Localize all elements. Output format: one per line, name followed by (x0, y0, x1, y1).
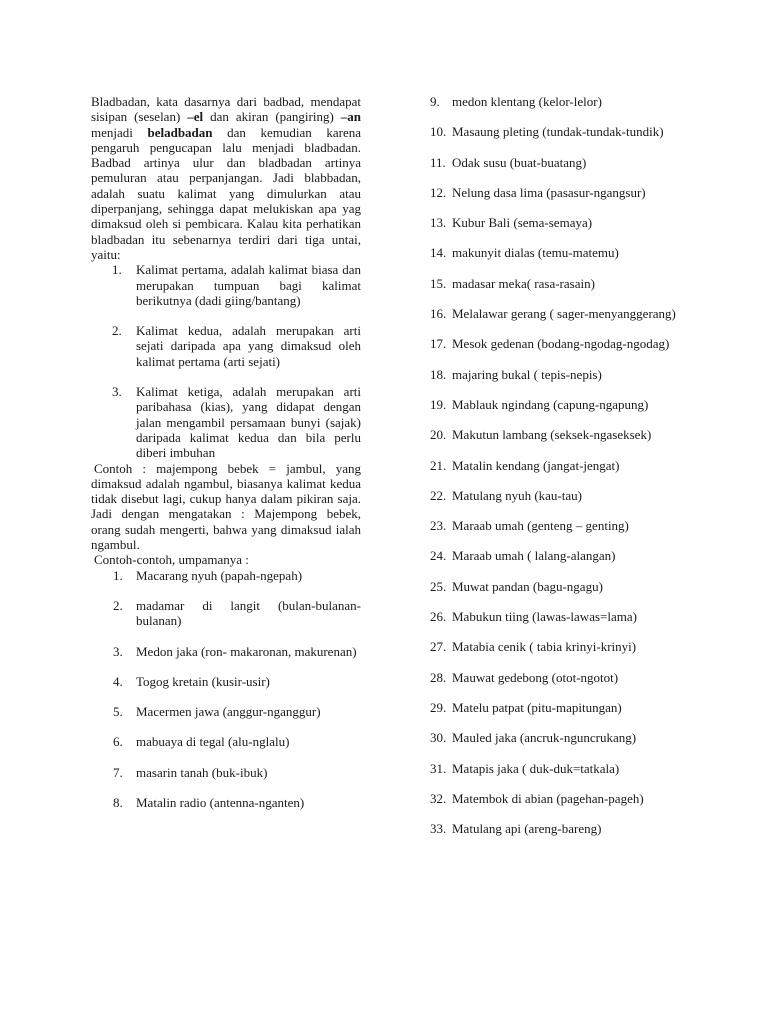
list-text: Kalimat pertama, adalah kalimat biasa dan merupakan tumpuan bagi kalimat berikutnya (dadi giing/bantang) (136, 262, 361, 308)
list-item (91, 384, 361, 460)
list-text: Mablauk ngindang (capung-ngapung) (452, 396, 649, 412)
list-item (91, 674, 361, 689)
list-text: Matalin kendang (jangat-jengat) (452, 457, 620, 473)
left-column (91, 94, 361, 825)
list-text: medon klentang (kelor-lelor) (452, 94, 602, 109)
list-text: Matulang api (areng-bareng) (452, 821, 602, 837)
examples-list-left (91, 568, 361, 811)
list-text: Mauled jaka (ancruk-nguncrukang) (452, 730, 637, 746)
list-text: Kalimat kedua, adalah merupakan arti sejati daripada apa yang dimaksud oleh kalimat pertama (arti sejati) (136, 323, 361, 369)
list-number: 3. (112, 384, 122, 400)
list-number: 31. (430, 760, 447, 776)
list-text: madamar di langit (bulan-bulanan-bulanan) (136, 597, 361, 629)
list-item (91, 568, 361, 583)
list-item (430, 185, 678, 200)
list-number: 1. (112, 262, 122, 278)
examples-list-right (430, 94, 678, 836)
list-number: 6. (113, 734, 123, 750)
list-text: Matembok di abian (pagehan-pageh) (452, 790, 644, 806)
list-item (430, 579, 678, 594)
list-text: Mauwat gedebong (otot-ngotot) (452, 669, 619, 685)
list-text: Muwat pandan (bagu-ngagu) (452, 578, 603, 594)
list-number: 12. (430, 184, 447, 200)
list-number: 4. (113, 673, 123, 689)
list-item (430, 155, 678, 170)
list-text: Odak susu (buat-buatang) (452, 154, 587, 170)
list-text: Matelu patpat (pitu-mapitungan) (452, 699, 622, 715)
definitions-list (91, 262, 361, 460)
contoh-paragraph: Contoh : majempong bebek = jambul, yang dimaksud adalah ngambul, biasanya kalimat kedua tidak disebut lagi, cukup hanya dalam pikiran saja. Jadi dengan mengatakan : Majempong bebek, orang sudah mengerti, bahwa yang dimaksud ialah ngambul. (91, 460, 361, 553)
list-number: 33. (430, 821, 447, 837)
list-number: 28. (430, 669, 447, 685)
intro-text-3: menjadi (91, 124, 148, 140)
list-item (430, 730, 678, 745)
intro-bold-el: –el (187, 109, 204, 125)
list-text: Matulang nyuh (kau-tau) (452, 487, 582, 503)
list-item (91, 765, 361, 780)
list-number: 5. (113, 704, 123, 720)
list-item (430, 458, 678, 473)
list-number: 26. (430, 609, 447, 625)
list-number: 1. (113, 567, 123, 583)
intro-bold-beladbadan: beladbadan (147, 124, 213, 140)
list-number: 7. (113, 764, 123, 780)
list-item (430, 306, 678, 321)
list-number: 22. (430, 487, 447, 503)
list-number: 16. (430, 306, 447, 322)
list-item (91, 323, 361, 369)
list-number: 10. (430, 124, 447, 140)
list-number: 14. (430, 245, 447, 261)
intro-text-2: dan akiran (pangiring) (203, 109, 341, 125)
list-item (91, 795, 361, 810)
list-item (430, 427, 678, 442)
list-number: 24. (430, 548, 447, 564)
list-item (430, 548, 678, 563)
list-number: 25. (430, 578, 447, 594)
list-number: 21. (430, 457, 447, 473)
list-number: 30. (430, 730, 447, 746)
list-text: Mesok gedenan (bodang-ngodag-ngodag) (452, 336, 670, 352)
list-number: 18. (430, 366, 447, 382)
list-text: madasar meka( rasa-rasain) (452, 275, 595, 291)
list-item (430, 700, 678, 715)
list-text: majaring bukal ( tepis-nepis) (452, 366, 602, 382)
list-text: Matabia cenik ( tabia krinyi-krinyi) (452, 639, 637, 655)
list-item (91, 644, 361, 659)
list-number: 11. (430, 154, 446, 170)
intro-bold-an: –an (340, 109, 362, 125)
list-number: 29. (430, 699, 447, 715)
intro-text-4: dan kemudian karena pengaruh pengucapan lalu menjadi bladbadan. Badbad artinya ulur dan bladbadan artinya pemuluran atau perpanjangan. Jadi blabbadan, adalah suatu kalimat yang dimulurkan atau diperpanjang, sehingga dapat melukiskan apa yag dimaksud oleh si pembicara. Kalau kita perhatikan bladbadan itu sebenarnya terdiri dari tiga untai, yaitu: (91, 124, 361, 262)
list-item (430, 609, 678, 624)
list-item (91, 262, 361, 308)
list-item (430, 518, 678, 533)
intro-text-1: Bladbadan, kata dasarnya dari badbad, mendapat sisipan (seselan) (91, 94, 361, 125)
list-item (430, 397, 678, 412)
list-number: 13. (430, 215, 447, 231)
list-item (91, 734, 361, 749)
list-number: 20. (430, 427, 447, 443)
list-number: 23. (430, 518, 447, 534)
list-text: Matapis jaka ( duk-duk=tatkala) (452, 760, 620, 776)
list-text: Kalimat ketiga, adalah merupakan arti paribahasa (kias), yang didapat dengan jalan mengambil persamaan bunyi (sajak) daripada kalimat kedua dan bila perlu diberi imbuhan (136, 384, 361, 461)
list-item (430, 367, 678, 382)
list-item (430, 639, 678, 654)
list-item (91, 704, 361, 719)
list-item (430, 791, 678, 806)
list-text: Melalawar gerang ( sager-menyanggerang) (452, 306, 676, 322)
list-number: 2. (112, 323, 122, 339)
list-item (430, 336, 678, 351)
list-text: Maraab umah (genteng – genting) (452, 518, 629, 534)
list-item (430, 94, 678, 109)
right-column (430, 94, 678, 851)
examples-heading: Contoh-contoh, umpamanya : (94, 552, 249, 568)
list-text: Masaung pleting (tundak-tundak-tundik) (452, 124, 664, 140)
list-text: Medon jaka (ron- makaronan, makurenan) (136, 643, 357, 659)
list-text: Macermen jawa (anggur-nganggur) (136, 704, 321, 720)
list-number: 19. (430, 396, 447, 412)
list-number: 15. (430, 275, 447, 291)
list-text: Mabukun tiing (lawas-lawas=lama) (452, 609, 637, 625)
list-text: makunyit dialas (temu-matemu) (452, 245, 619, 261)
list-item (430, 245, 678, 260)
list-number: 8. (113, 794, 123, 810)
list-item (430, 276, 678, 291)
list-text: Togog kretain (kusir-usir) (136, 673, 270, 689)
list-item (430, 124, 678, 139)
list-item (91, 598, 361, 629)
intro-paragraph (91, 94, 361, 262)
list-item (430, 821, 678, 836)
list-text: mabuaya di tegal (alu-nglalu) (136, 734, 290, 750)
list-text: masarin tanah (buk-ibuk) (136, 764, 268, 780)
list-text: Nelung dasa lima (pasasur-ngangsur) (452, 184, 646, 200)
list-item (430, 215, 678, 230)
list-number: 17. (430, 336, 447, 352)
list-text: Kubur Bali (sema-semaya) (452, 215, 593, 231)
list-item (430, 488, 678, 503)
list-text: Maraab umah ( lalang-alangan) (452, 548, 616, 564)
list-number: 27. (430, 639, 447, 655)
list-item (430, 670, 678, 685)
list-text: Matalin radio (antenna-nganten) (136, 794, 305, 810)
list-text: Makutun lambang (seksek-ngaseksek) (452, 427, 652, 443)
list-number: 32. (430, 790, 447, 806)
list-number: 3. (113, 643, 123, 659)
list-number: 9. (430, 94, 440, 109)
list-item (430, 761, 678, 776)
list-number: 2. (113, 597, 123, 613)
list-text: Macarang nyuh (papah-ngepah) (136, 567, 303, 583)
